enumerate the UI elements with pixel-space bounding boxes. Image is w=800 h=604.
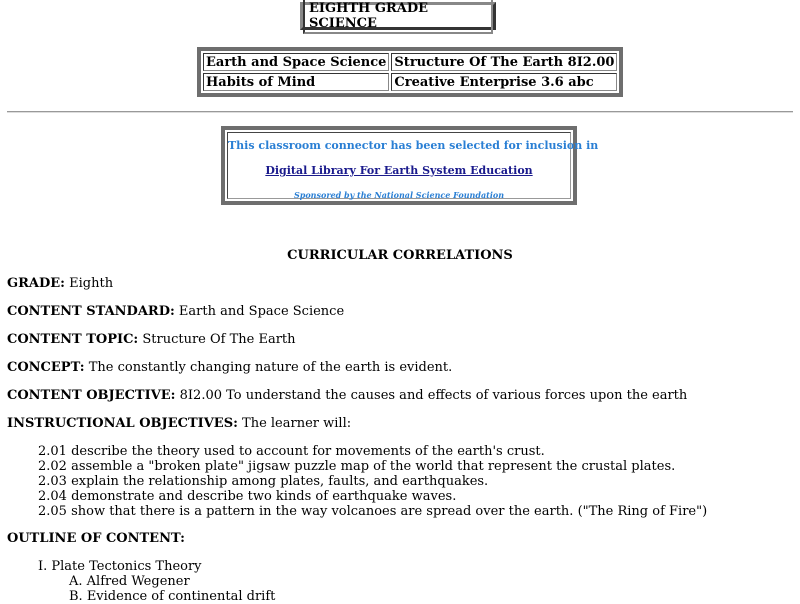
grade-label: GRADE: <box>7 276 65 291</box>
grade-value: Eighth <box>69 276 114 291</box>
concept-field <box>7 360 452 375</box>
content-standard-field <box>7 304 344 319</box>
dlese-selection-text: This classroom connector has been selected for inclusion in <box>228 139 599 152</box>
table-cell: Earth and Space Science <box>203 53 389 71</box>
dlese-banner <box>221 126 599 205</box>
outline-subitem: A. Alfred Wegener <box>69 574 190 589</box>
outline-label: OUTLINE OF CONTENT: <box>7 531 185 546</box>
page-title: EIGHTH GRADE SCIENCE <box>303 0 493 34</box>
content-objective-field <box>7 388 687 403</box>
list-item: 2.03 explain the relationship among plates, faults, and earthquakes. <box>38 474 489 489</box>
content-topic-value: Structure Of The Earth <box>142 332 296 347</box>
content-objective-value: 8I2.00 To understand the causes and effects of various forces upon the earth <box>179 388 688 403</box>
instructional-objectives-value: The learner will: <box>242 416 352 431</box>
list-item: 2.02 assemble a "broken plate" jigsaw puzzle map of the world that represent the crustal plates. <box>38 459 676 474</box>
outline-list <box>38 559 275 604</box>
table-row <box>203 73 617 91</box>
standards-table <box>197 47 623 97</box>
list-item: 2.01 describe the theory used to account for movements of the earth's crust. <box>38 444 545 459</box>
objectives-list <box>38 444 707 519</box>
page-title-box <box>300 2 496 30</box>
content-standard-value: Earth and Space Science <box>178 304 345 319</box>
dlese-sponsor-text: Sponsored by the National Science Foundation <box>293 190 505 200</box>
section-title: CURRICULAR CORRELATIONS <box>287 248 513 263</box>
table-cell: Structure Of The Earth 8I2.00 <box>391 53 617 71</box>
horizontal-divider <box>7 111 793 113</box>
list-item: 2.05 show that there is a pattern in the way volcanoes are spread over the earth. ("The Ring of Fire") <box>38 504 708 519</box>
concept-label: CONCEPT: <box>7 360 85 375</box>
table-cell: Habits of Mind <box>203 73 389 91</box>
instructional-objectives-label: INSTRUCTIONAL OBJECTIVES: <box>7 416 238 431</box>
outline-subitem: B. Evidence of continental drift <box>69 589 276 604</box>
instructional-objectives-field <box>7 416 351 431</box>
table-row <box>203 53 617 71</box>
content-standard-label: CONTENT STANDARD: <box>7 304 175 319</box>
concept-value: The constantly changing nature of the earth is evident. <box>88 360 453 375</box>
outline-item: I. Plate Tectonics Theory <box>38 559 202 574</box>
list-item: 2.04 demonstrate and describe two kinds of earthquake waves. <box>38 489 457 504</box>
table-cell: Creative Enterprise 3.6 abc <box>391 73 617 91</box>
content-topic-label: CONTENT TOPIC: <box>7 332 139 347</box>
content-topic-field <box>7 332 296 347</box>
grade-field <box>7 276 113 291</box>
content-objective-label: CONTENT OBJECTIVE: <box>7 388 176 403</box>
outline-field <box>7 531 185 546</box>
dlese-banner-inner <box>227 132 599 200</box>
dlese-link[interactable]: Digital Library For Earth System Education <box>265 164 533 177</box>
